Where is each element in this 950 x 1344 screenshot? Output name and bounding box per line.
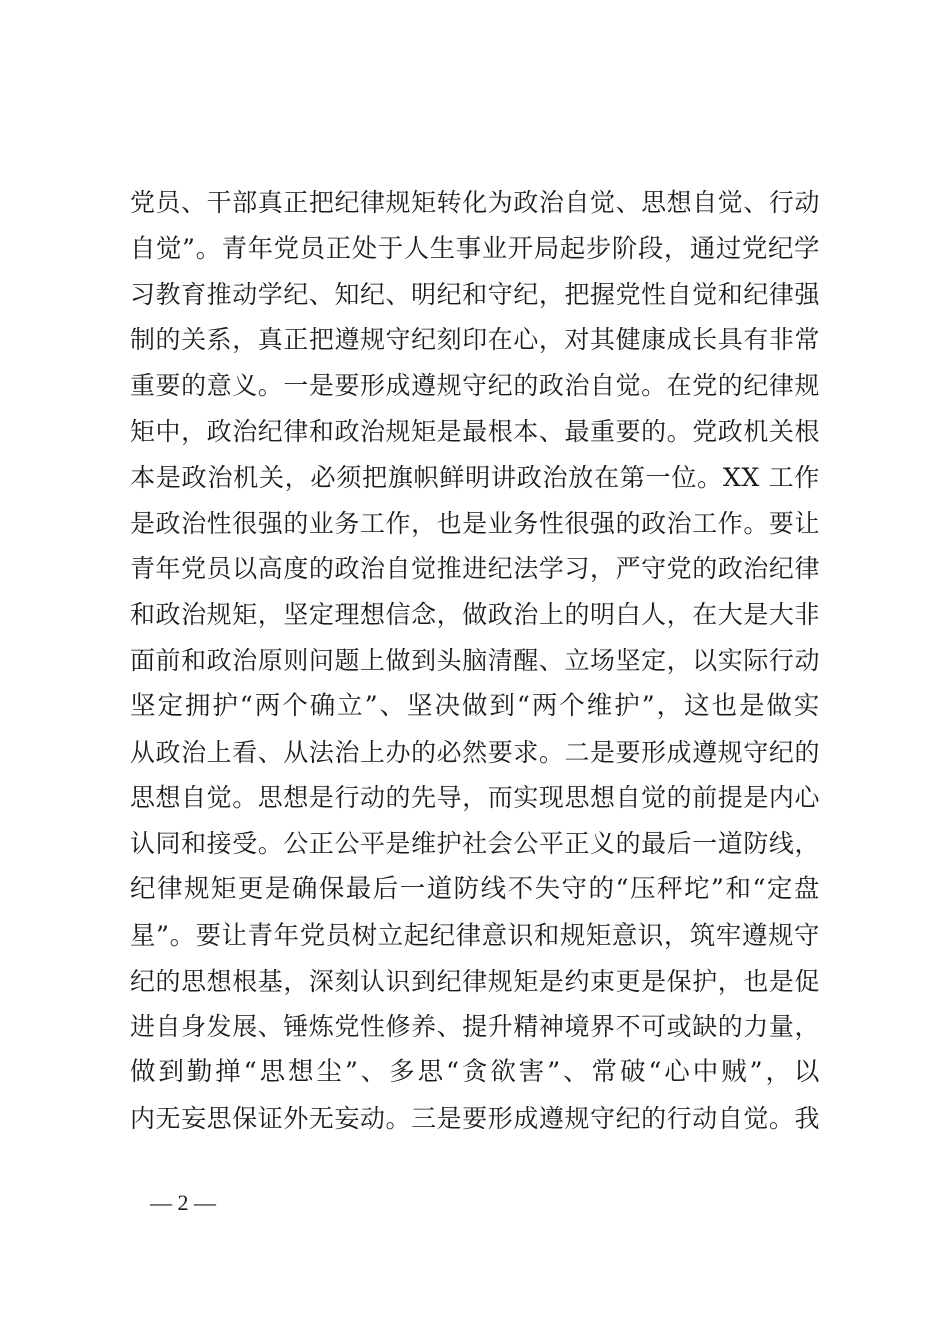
text-line-14: 思想自觉。思想是行动的先导，而实现思想自觉的前提是内心 [130, 783, 820, 813]
text-line-21: 内无妄思保证外无妄动。三是要形成遵规守纪的行动自觉。我 [130, 1103, 820, 1133]
text-line-18: 纪的思想根基，深刻认识到纪律规矩是约束更是保护，也是促 [130, 966, 820, 996]
text-line-5: 重要的意义。一是要形成遵规守纪的政治自觉。在党的纪律规 [130, 371, 820, 401]
text-line-1: 党员、干部真正把纪律规矩转化为政治自觉、思想自觉、行动 [130, 188, 820, 217]
text-line-8: 是政治性很强的业务工作，也是业务性很强的政治工作。要让 [130, 508, 820, 538]
text-line-12: 坚定拥护“两个确立”、坚决做到“两个维护”，这也是做实 [130, 690, 820, 721]
text-line-15: 认同和接受。公正公平是维护社会公平正义的最后一道防线， [130, 829, 820, 859]
text-line-20: 做到勤掸“思想尘”、多思“贪欲害”、常破“心中贼”，以 [130, 1057, 820, 1088]
text-line-17: 星”。要让青年党员树立起纪律意识和规矩意识，筑牢遵规守 [130, 919, 820, 950]
text-line-2: 自觉”。青年党员正处于人生事业开局起步阶段，通过党纪学 [130, 232, 820, 263]
text-line-13: 从政治上看、从法治上办的必然要求。二是要形成遵规守纪的 [130, 737, 820, 767]
text-line-9: 青年党员以高度的政治自觉推进纪法学习，严守党的政治纪律 [130, 554, 820, 584]
text-line-10: 和政治规矩，坚定理想信念，做政治上的明白人，在大是大非 [130, 600, 820, 630]
text-line-11: 面前和政治原则问题上做到头脑清醒、立场坚定，以实际行动 [130, 645, 820, 675]
text-line-3: 习教育推动学纪、知纪、明纪和守纪，把握党性自觉和纪律强 [130, 279, 820, 309]
body-paragraph [130, 180, 820, 1142]
text-line-19: 进自身发展、锤炼党性修养、提升精神境界不可或缺的力量， [130, 1012, 820, 1042]
text-line-4: 制的关系，真正把遵规守纪刻印在心，对其健康成长具有非常 [130, 325, 820, 355]
text-line-16: 纪律规矩更是确保最后一道防线不失守的“压秤坨”和“定盘 [130, 873, 820, 904]
text-line-6: 矩中，政治纪律和政治规矩是最根本、最重要的。党政机关根 [130, 416, 820, 446]
page-number: — 2 — [150, 1190, 216, 1215]
text-line-7: 本是政治机关，必须把旗帜鲜明讲政治放在第一位。XX 工作 [130, 462, 820, 492]
